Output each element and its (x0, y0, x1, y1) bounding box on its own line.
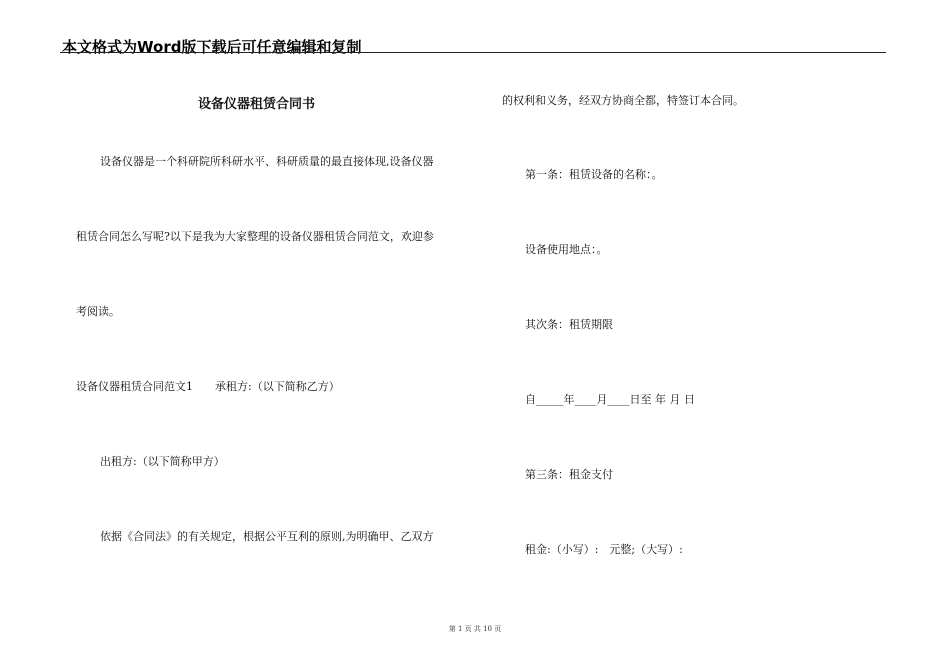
clause-1-equipment-name: 第一条：租赁设备的名称：。 (525, 168, 663, 181)
left-paragraph-line-6: 依据《合同法》的有关规定，根据公平互利的原则,为明确甲、乙双方 (100, 530, 434, 543)
header-title: 本文格式为Word版下载后可任意编辑和复制 (62, 38, 362, 56)
right-paragraph-line-1: 的权利和义务，经双方协商全都，特签订本合同。 (502, 94, 744, 107)
document-title: 设备仪器租赁合同书 (198, 97, 316, 112)
sample-heading-line (76, 380, 340, 394)
sample-heading: 设备仪器租赁合同范文1 (76, 380, 193, 393)
lessor-label: 出租方:（以下简称甲方） (100, 455, 225, 468)
lease-period-dates: 自_____年____月____日至 年 月 日 (525, 393, 695, 406)
page-number: 第 1 页 共 10 页 (448, 625, 502, 633)
left-paragraph-line-2: 租赁合同怎么写呢?以下是我为大家整理的设备仪器租赁合同范文，欢迎参 (76, 230, 434, 243)
left-paragraph-line-3: 考阅读。 (76, 305, 120, 318)
clause-3-rent-payment: 第三条：租金支付 (525, 468, 613, 481)
equipment-location: 设备使用地点：。 (525, 243, 608, 256)
lessee-label: 承租方:（以下简称乙方） (215, 380, 340, 393)
left-paragraph-line-1: 设备仪器是一个科研院所科研水平、科研质量的最直接体现,设备仪器 (100, 155, 434, 168)
rent-amount: 租金:（小写）: 元整;（大写）: (525, 543, 683, 556)
header-divider (60, 52, 886, 53)
clause-2-lease-term: 其次条：租赁期限 (525, 318, 613, 331)
